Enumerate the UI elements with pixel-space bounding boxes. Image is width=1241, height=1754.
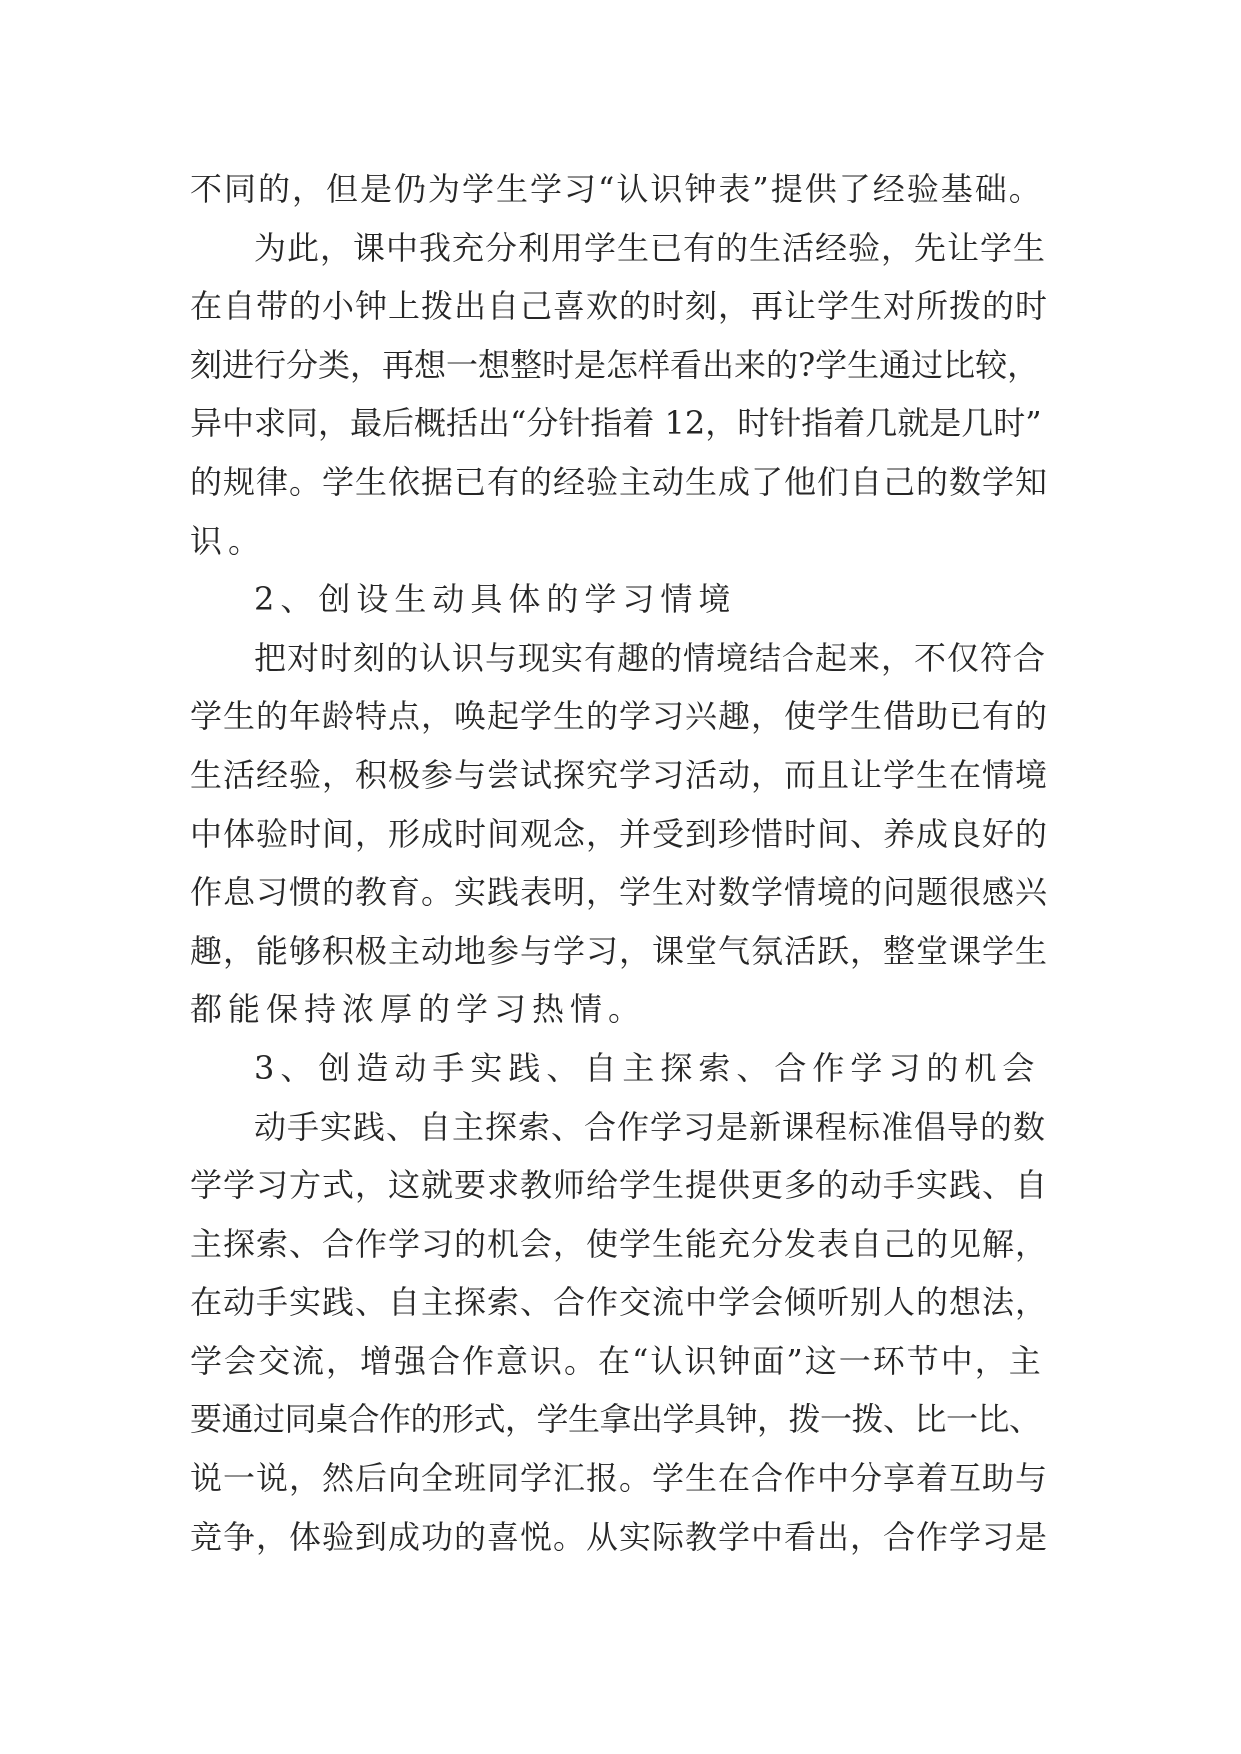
- text-line: 作息习惯的教育。实践表明，学生对数学情境的问题很感兴: [190, 873, 1049, 912]
- text-line: 不同的，但是仍为学生学习“认识钟表”提供了经验基础。: [190, 170, 1043, 208]
- text-line: 要通过同桌合作的形式，学生拿出学具钟，拨一拨、比一比、: [190, 1400, 1041, 1439]
- text-line: 中体验时间，形成时间观念，并受到珍惜时间、养成良好的: [190, 814, 1049, 853]
- text-line: 学学习方式，这就要求教师给学生提供更多的动手实践、自: [190, 1166, 1049, 1205]
- body-text: [190, 160, 1050, 1566]
- text-line: 识。: [190, 521, 267, 560]
- text-line: 主探索、合作学习的机会，使学生能充分发表自己的见解，: [190, 1224, 1049, 1263]
- text-line: 生活经验，积极参与尝试探究学习活动，而且让学生在情境: [190, 755, 1049, 794]
- text-line: 在动手实践、自主探索、合作交流中学会倾听别人的想法，: [190, 1283, 1049, 1322]
- text-line: 异中求同，最后概括出“分针指着 12，时针指着几就是几时”: [190, 404, 1042, 443]
- text-line: 趣，能够积极主动地参与学习，课堂气氛活跃，整堂课学生: [190, 931, 1049, 970]
- text-line: 的规律。学生依据已有的经验主动生成了他们自己的数学知: [190, 462, 1049, 501]
- text-line: 说一说，然后向全班同学汇报。学生在合作中分享着互助与: [190, 1459, 1049, 1498]
- text-line: 把对时刻的认识与现实有趣的情境结合起来，不仅符合: [254, 638, 1047, 677]
- text-line: 3、创造动手实践、自主探索、合作学习的机会: [254, 1048, 1041, 1087]
- text-line: 都能保持浓厚的学习热情。: [190, 990, 647, 1029]
- text-line: 动手实践、自主探索、合作学习是新课程标准倡导的数: [254, 1107, 1047, 1146]
- text-line: 刻进行分类，再想一想整时是怎样看出来的?学生通过比较，: [190, 345, 1040, 384]
- text-line: 竞争，体验到成功的喜悦。从实际教学中看出，合作学习是: [190, 1517, 1049, 1556]
- text-line: 为此，课中我充分利用学生已有的生活经验，先让学生: [254, 228, 1047, 267]
- text-line: 2、创设生动具体的学习情境: [254, 580, 737, 619]
- text-line: 学会交流，增强合作意识。在“认识钟面”这一环节中，主: [190, 1341, 1043, 1380]
- text-line: 学生的年龄特点，唤起学生的学习兴趣，使学生借助已有的: [190, 697, 1049, 736]
- text-line: 在自带的小钟上拨出自己喜欢的时刻，再让学生对所拨的时: [190, 287, 1049, 326]
